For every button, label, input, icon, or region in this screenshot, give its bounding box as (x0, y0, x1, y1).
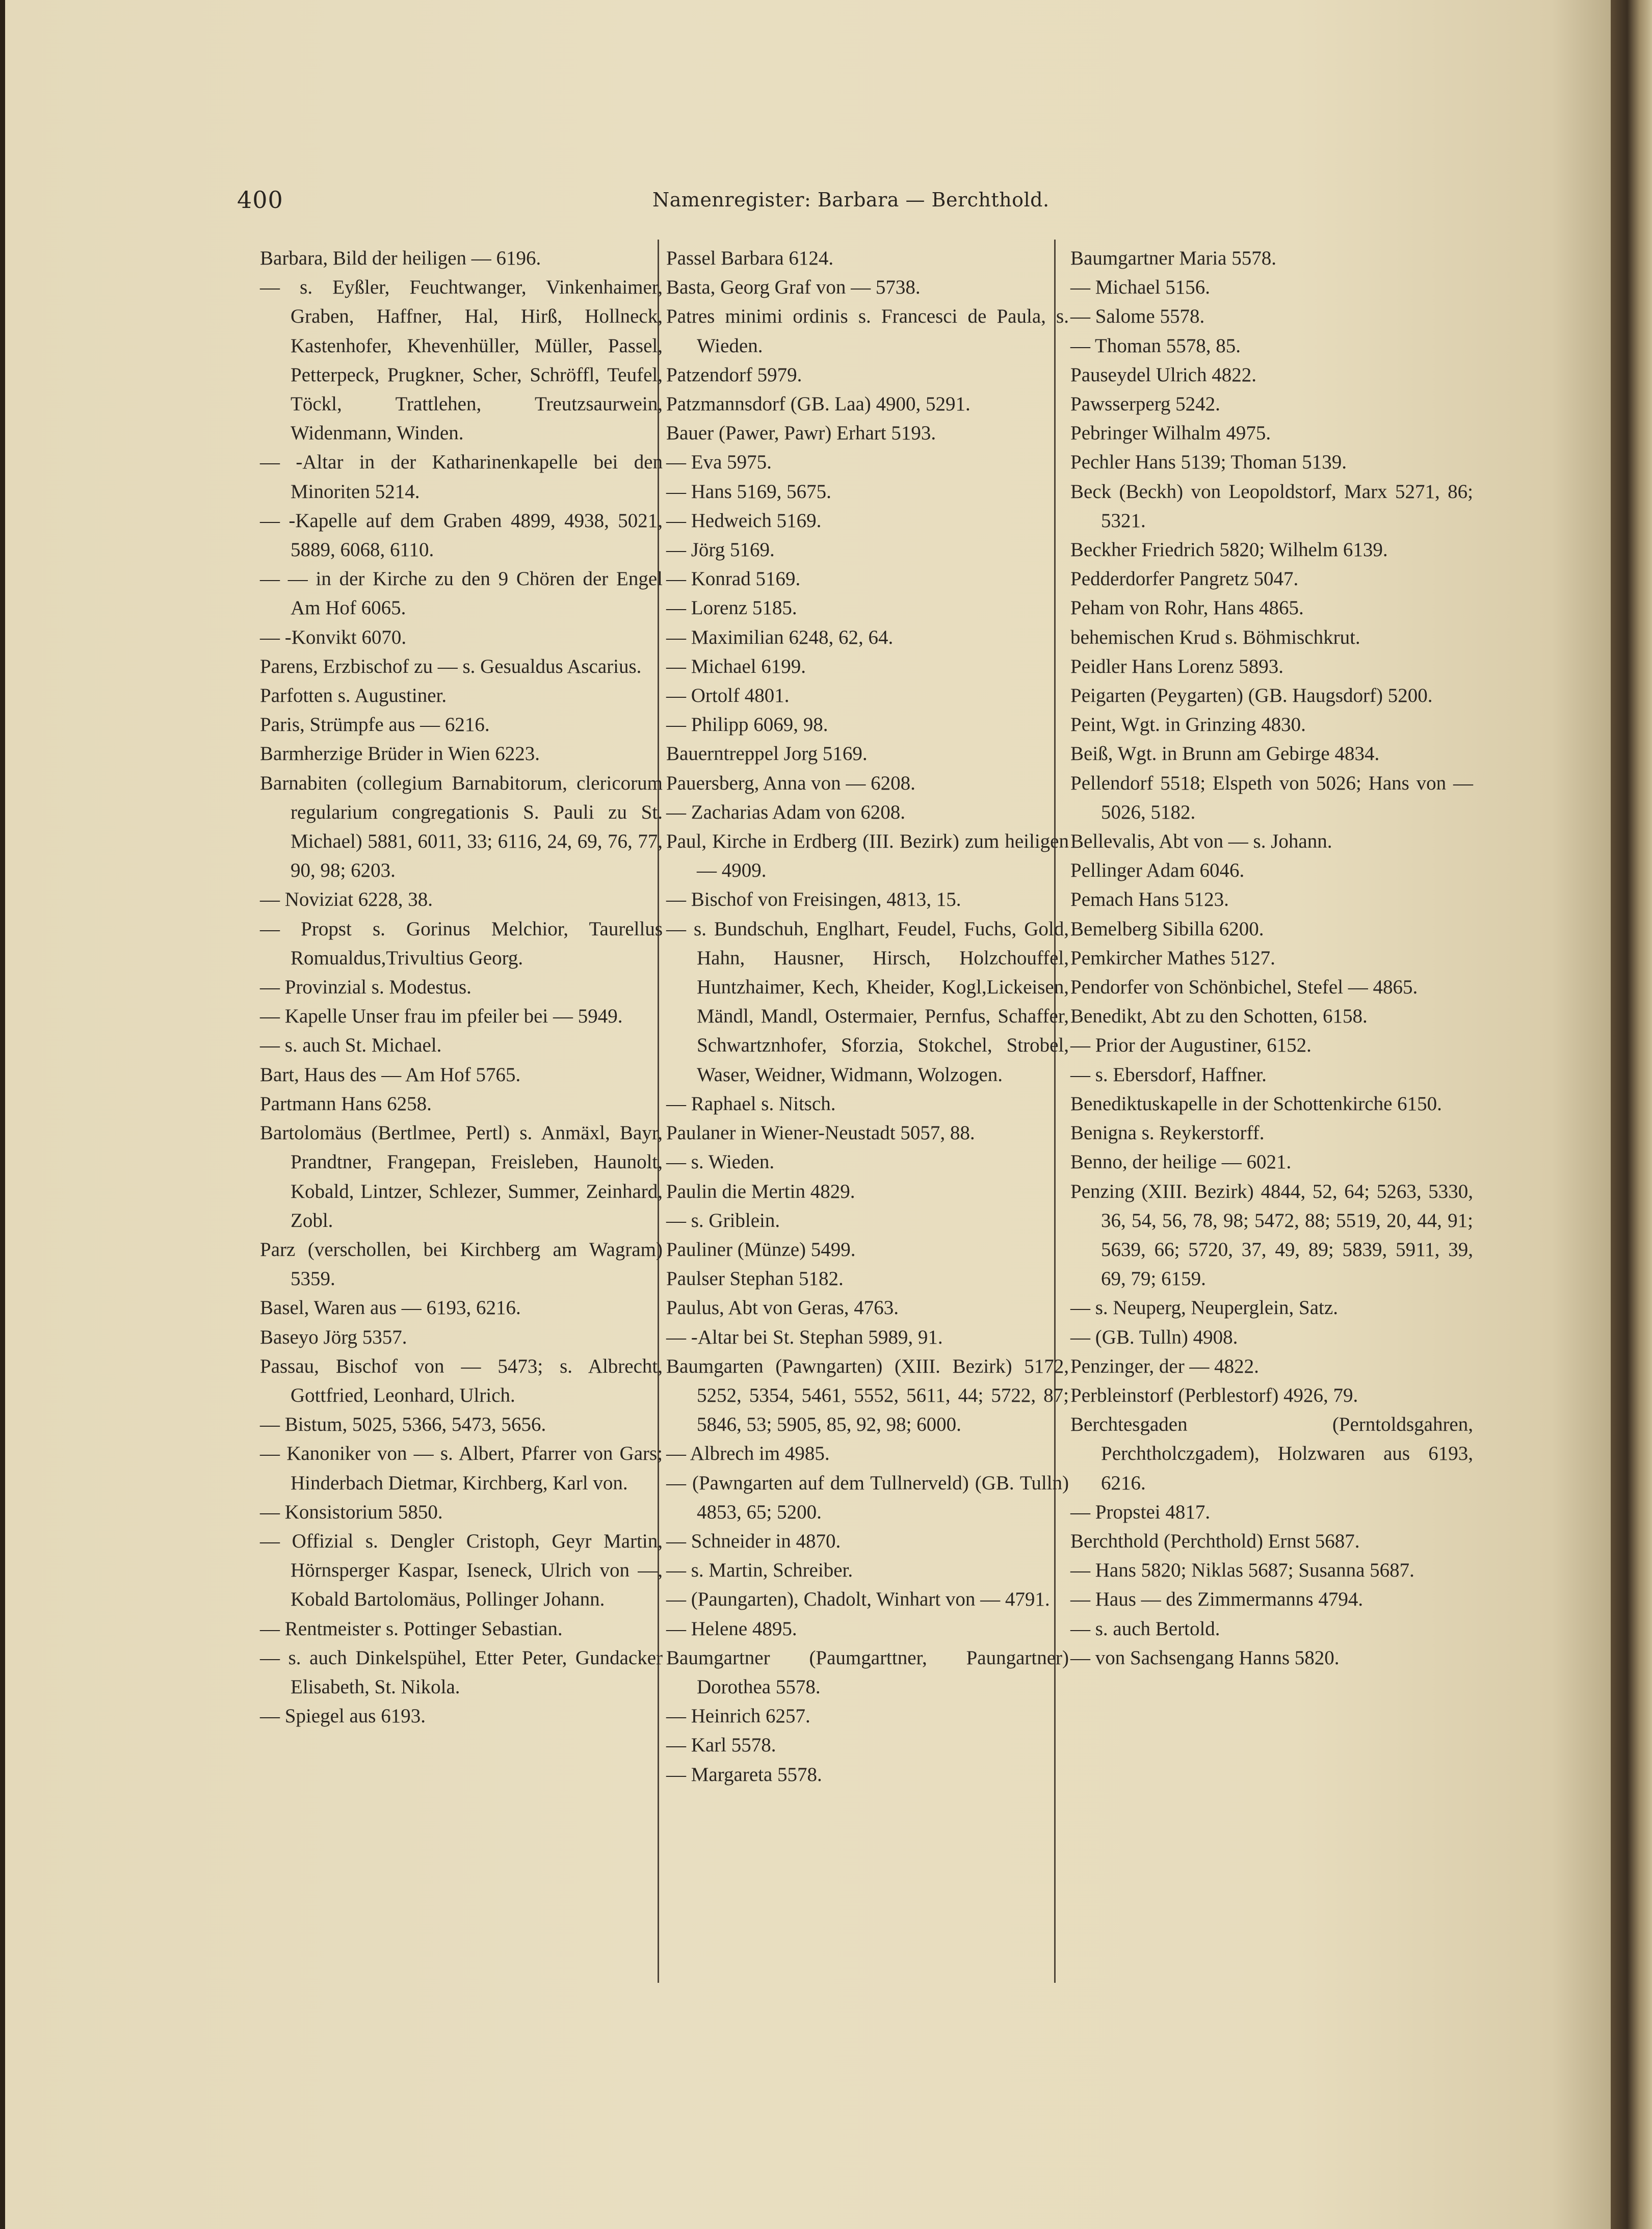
running-title: Namenregister: Barbara — Berchthold. (652, 189, 1050, 211)
index-entry: — Bistum, 5025, 5366, 5473, 5656. (260, 1413, 546, 1436)
index-entry: — Raphael s. Nitsch. (666, 1092, 836, 1115)
index-entry: — -Konvikt 6070. (260, 626, 407, 648)
index-entry: — Haus — des Zimmermanns 4794. (1070, 1588, 1363, 1611)
index-entry: Baumgartner Maria 5578. (1070, 247, 1276, 269)
index-entry: — Kanoniker von — s. Albert, Pfarrer von Gars; Hinderbach Dietmar, Kirchberg, Karl von. (260, 1443, 663, 1494)
index-entry: Penzing (XIII. Bezirk) 4844, 52, 64; 5263, 5330, 36, 54, 56, 78, 98; 5472, 88; 5519, 20, 44, 91; 5639, 66; 5720, 37, 49, 89; 5839, 5911, 39, 69, 79; 6159. (1070, 1180, 1473, 1290)
index-entry: Pedderdorfer Pangretz 5047. (1070, 568, 1299, 590)
index-entry: Benigna s. Reykerstorff. (1070, 1122, 1265, 1144)
index-entry: — -Altar in der Katharinenkapelle bei den Minoriten 5214. (260, 451, 663, 503)
index-entry: — s. auch St. Michael. (260, 1034, 442, 1057)
index-entry: — Karl 5578. (666, 1734, 776, 1756)
index-entry: Penzinger, der — 4822. (1070, 1355, 1259, 1377)
page-number: 400 (237, 186, 283, 214)
index-entry: Parz (verschollen, bei Kirchberg am Wagram) 5359. (260, 1238, 663, 1290)
index-entry: — Maximilian 6248, 62, 64. (666, 626, 894, 648)
index-entry: — -Altar bei St. Stephan 5989, 91. (666, 1326, 943, 1348)
index-entry: Basta, Georg Graf von — 5738. (666, 276, 921, 299)
index-entry: Pauliner (Münze) 5499. (666, 1238, 856, 1261)
index-entry: — Hans 5169, 5675. (666, 480, 831, 503)
index-entry: Bauerntreppel Jorg 5169. (666, 743, 868, 765)
index-entry: — s. Wieden. (666, 1151, 775, 1173)
index-entry: — Hans 5820; Niklas 5687; Susanna 5687. (1070, 1559, 1414, 1582)
index-entry: Pechler Hans 5139; Thoman 5139. (1070, 451, 1347, 474)
index-entry: Pellendorf 5518; Elspeth von 5026; Hans von — 5026, 5182. (1070, 772, 1473, 823)
index-entry: Pemkircher Mathes 5127. (1070, 947, 1275, 969)
index-entry: — Rentmeister s. Pottinger Sebastian. (260, 1617, 563, 1640)
index-entry: — -Kapelle auf dem Graben 4899, 4938, 5021, 5889, 6068, 6110. (260, 509, 663, 561)
index-entry: Basel, Waren aus — 6193, 6216. (260, 1297, 521, 1319)
index-entry: Beiß, Wgt. in Brunn am Gebirge 4834. (1070, 743, 1380, 765)
index-entry: behemischen Krud s. Böhmischkrut. (1070, 626, 1360, 648)
index-entry: — Philipp 6069, 98. (666, 714, 828, 736)
index-entry: — Lorenz 5185. (666, 597, 797, 619)
index-entry: — Bischof von Freisingen, 4813, 15. (666, 888, 961, 911)
index-entry: Pemach Hans 5123. (1070, 888, 1229, 911)
index-entry: — s. auch Dinkelspühel, Etter Peter, Gundacker Elisabeth, St. Nikola. (260, 1646, 663, 1698)
index-entry: Paulin die Mertin 4829. (666, 1180, 855, 1202)
index-entry: — Propstei 4817. (1070, 1501, 1211, 1523)
index-entry: Parens, Erzbischof zu — s. Gesualdus Ascarius. (260, 655, 642, 677)
index-entry: — Offizial s. Dengler Cristoph, Geyr Martin, Hörnsperger Kaspar, Iseneck, Ulrich von —, Kobald Bartolomäus, Pollinger Johann. (260, 1530, 663, 1611)
index-entry: — von Sachsengang Hanns 5820. (1070, 1646, 1340, 1669)
index-entry: Pauseydel Ulrich 4822. (1070, 363, 1257, 386)
index-entry: — s. auch Bertold. (1070, 1617, 1220, 1640)
index-entry: Baumgarten (Pawngarten) (XIII. Bezirk) 5172, 5252, 5354, 5461, 5552, 5611, 44; 5722, 87; 5846, 53; 5905, 85, 92, 98; 6000. (666, 1355, 1069, 1436)
index-entry: — Eva 5975. (666, 451, 772, 474)
index-entry: Benno, der heilige — 6021. (1070, 1151, 1292, 1173)
index-entry: — Heinrich 6257. (666, 1705, 810, 1727)
index-entry: — Konrad 5169. (666, 568, 801, 590)
index-entry: Patzendorf 5979. (666, 363, 802, 386)
index-entry: Beckher Friedrich 5820; Wilhelm 6139. (1070, 539, 1388, 561)
index-entry: Barmherzige Brüder in Wien 6223. (260, 743, 540, 765)
index-entry: — s. Bundschuh, Englhart, Feudel, Fuchs, Gold, Hahn, Hausner, Hirsch, Holzchouffel, Huntzhaimer, Kech, Kheider, Kogl,Lickeisen, Mändl, Mandl, Ostermaier, Pernfus, Schaffer, Schwartznhofer, Sforzia, Stokchel, Strobel, Waser, Weidner, Widmann, Wolzogen. (666, 917, 1069, 1086)
index-entry: — Noviziat 6228, 38. (260, 888, 433, 911)
index-entry: Peint, Wgt. in Grinzing 4830. (1070, 714, 1306, 736)
index-entry: Berchthold (Perchthold) Ernst 5687. (1070, 1530, 1360, 1552)
index-entry: Perbleinstorf (Perblestorf) 4926, 79. (1070, 1384, 1358, 1406)
index-entry: — Albrech im 4985. (666, 1443, 830, 1465)
index-entry: — s. Martin, Schreiber. (666, 1559, 853, 1582)
index-entry: — Spiegel aus 6193. (260, 1705, 426, 1727)
index-entry: Paulser Stephan 5182. (666, 1268, 844, 1290)
index-entry: Berchtesgaden (Perntoldsgahren, Perchtholczgadem), Holzwaren aus 6193, 6216. (1070, 1413, 1473, 1494)
index-entry: — s. Ebersdorf, Haffner. (1070, 1063, 1267, 1086)
index-entry: Peigarten (Peygarten) (GB. Haugsdorf) 5200. (1070, 685, 1433, 707)
index-entry: Paulaner in Wiener-Neustadt 5057, 88. (666, 1122, 975, 1144)
index-entry: Benedikt, Abt zu den Schotten, 6158. (1070, 1005, 1368, 1028)
index-entry: — Propst s. Gorinus Melchior, Taurellus Romualdus,Trivultius Georg. (260, 917, 663, 969)
index-entry: — Salome 5578. (1070, 305, 1205, 328)
index-entry: — (Paungarten), Chadolt, Winhart von — 4791. (666, 1588, 1050, 1611)
index-entry: Patres minimi ordinis s. Francesci de Paula, s. Wieden. (666, 305, 1069, 357)
index-entry: Baseyo Jörg 5357. (260, 1326, 407, 1348)
index-entry: — Michael 5156. (1070, 276, 1211, 299)
book-edge (1611, 0, 1652, 2229)
index-entry: Bart, Haus des — Am Hof 5765. (260, 1063, 521, 1086)
index-entry: — Schneider in 4870. (666, 1530, 841, 1552)
index-entry: Pawsserperg 5242. (1070, 393, 1220, 415)
index-entry: — (GB. Tulln) 4908. (1070, 1326, 1238, 1348)
index-entry: — Hedweich 5169. (666, 509, 822, 532)
index-entry: Passel Barbara 6124. (666, 247, 834, 269)
index-entry: Bemelberg Sibilla 6200. (1070, 917, 1264, 940)
index-entry: Paris, Strümpfe aus — 6216. (260, 714, 490, 736)
index-entry: — Michael 6199. (666, 655, 806, 677)
index-entry: Bartolomäus (Bertlmee, Pertl) s. Anmäxl, Bayr, Prandtner, Frangepan, Freisleben, Haunolt, Kobald, Lintzer, Schlezer, Summer, Zeinhard, Zobl. (260, 1122, 663, 1231)
index-entry: Barbara, Bild der heiligen — 6196. (260, 247, 541, 269)
index-column-1 (260, 244, 663, 1730)
index-entry: Baumgartner (Paumgarttner, Paungartner) Dorothea 5578. (666, 1646, 1069, 1698)
index-entry: Patzmannsdorf (GB. Laa) 4900, 5291. (666, 393, 971, 415)
index-entry: Pendorfer von Schönbichel, Stefel — 4865. (1070, 976, 1418, 999)
index-entry: — Provinzial s. Modestus. (260, 976, 471, 999)
index-entry: Pellinger Adam 6046. (1070, 859, 1245, 882)
index-entry: Pebringer Wilhalm 4975. (1070, 422, 1271, 444)
index-entry: Bellevalis, Abt von — s. Johann. (1070, 830, 1332, 853)
index-entry: Benediktuskapelle in der Schottenkirche 6150. (1070, 1092, 1442, 1115)
index-entry: — s. Eyßler, Feuchtwanger, Vinkenhaimer, Graben, Haffner, Hal, Hirß, Hollneck, Kastenhofer, Khevenhüller, Müller, Passel, Petterpeck, Prugkner, Scher, Schröffl, Teufel, Töckl, Trattlehen, Treutzsaurwein, Widenmann, Winden. (260, 276, 663, 444)
index-entry: Passau, Bischof von — 5473; s. Albrecht, Gottfried, Leonhard, Ulrich. (260, 1355, 663, 1406)
index-entry: — Margareta 5578. (666, 1763, 822, 1786)
index-entry: — Zacharias Adam von 6208. (666, 801, 905, 823)
index-entry: Paul, Kirche in Erdberg (III. Bezirk) zum heiligen — 4909. (666, 830, 1069, 882)
index-entry: Peham von Rohr, Hans 4865. (1070, 597, 1304, 619)
index-entry: Peidler Hans Lorenz 5893. (1070, 655, 1284, 677)
index-entry: — Ortolf 4801. (666, 685, 790, 707)
index-entry: — Prior der Augustiner, 6152. (1070, 1034, 1312, 1057)
index-entry: Bauer (Pawer, Pawr) Erhart 5193. (666, 422, 936, 444)
index-entry: — Jörg 5169. (666, 539, 775, 561)
page-header (5, 186, 1616, 222)
book-page (5, 0, 1616, 2229)
index-entry: — s. Neuperg, Neuperglein, Satz. (1070, 1297, 1338, 1319)
index-entry: Parfotten s. Augustiner. (260, 685, 447, 707)
index-entry: Paulus, Abt von Geras, 4763. (666, 1297, 899, 1319)
index-column-2 (666, 244, 1069, 1789)
index-entry: — (Pawngarten auf dem Tullnerveld) (GB. Tulln) 4853, 65; 5200. (666, 1472, 1069, 1523)
index-entry: — — in der Kirche zu den 9 Chören der Engel Am Hof 6065. (260, 568, 663, 619)
index-entry: Beck (Beckh) von Leopoldstorf, Marx 5271, 86; 5321. (1070, 480, 1473, 532)
index-entry: Pauersberg, Anna von — 6208. (666, 772, 915, 794)
index-entry: — Helene 4895. (666, 1617, 797, 1640)
index-entry: Partmann Hans 6258. (260, 1092, 432, 1115)
index-entry: — s. Griblein. (666, 1209, 780, 1231)
index-entry: — Kapelle Unser frau im pfeiler bei — 5949. (260, 1005, 623, 1028)
index-column-3 (1070, 244, 1473, 1672)
index-entry: Barnabiten (collegium Barnabitorum, clericorum regularium congregationis S. Pauli zu St. Michael) 5881, 6011, 33; 6116, 24, 69, 76, 77, 90, 98; 6203. (260, 772, 663, 882)
index-entry: — Konsistorium 5850. (260, 1501, 443, 1523)
index-entry: — Thoman 5578, 85. (1070, 334, 1241, 357)
